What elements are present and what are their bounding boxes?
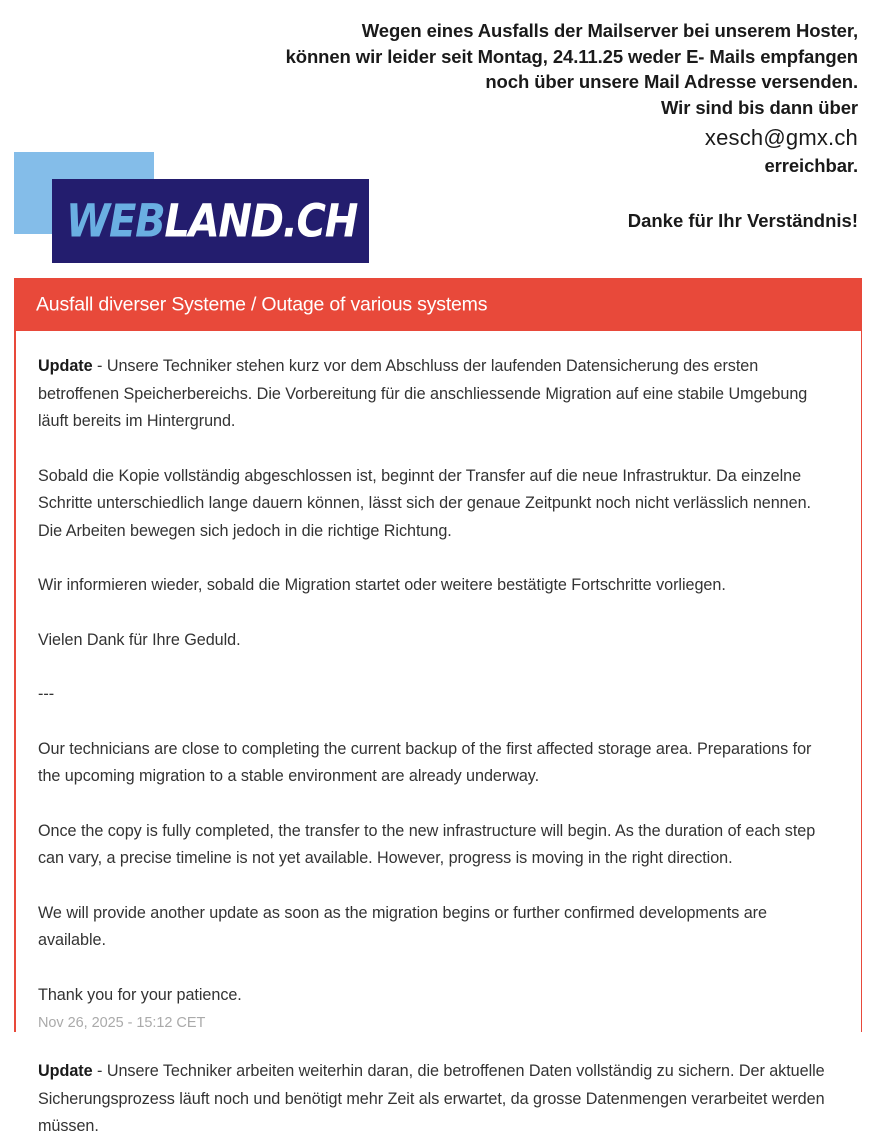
update-dash: - [92, 357, 107, 375]
logo-bar [52, 179, 369, 263]
logo-wordmark [66, 195, 357, 248]
update-text: Unsere Techniker arbeiten weiterhin daran, die betroffenen Daten vollständig zu sichern. Der aktuelle Sicherungsprozess läuft noch und benötigt mehr Zeit als erwartet, da grosse Datenmengen verarbeitet werden müssen. [38, 1062, 825, 1135]
logo-wordmark-land: LAND.CH [164, 194, 357, 248]
status-paragraph: We will provide another update as soon as the migration begins or further confirmed developments are available. [38, 903, 767, 949]
notice-line-4: Wir sind bis dann über [660, 96, 858, 118]
status-body [14, 331, 862, 1135]
status-paragraph: Wir informieren wieder, sobald die Migration startet oder weitere bestätigte Fortschritte vorliegen. [38, 576, 726, 594]
status-paragraph: Thank you for your patience. [38, 985, 242, 1004]
notice-closing: erreichbar. [764, 155, 858, 176]
status-paragraph [38, 1058, 837, 1141]
update-text: Unsere Techniker stehen kurz vor dem Abschluss der laufenden Datensicherung des ersten betroffenen Speicherbereichs. Die Vorbereitung für die anschliessende Migration auf eine stabile Umgebung läuft bereits im Hintergrund. [38, 357, 808, 430]
status-banner-title: Ausfall diverser Systeme / Outage of various systems [36, 293, 488, 315]
status-entry [38, 1058, 837, 1141]
status-paragraph [38, 353, 837, 436]
update-dash: - [92, 1062, 107, 1080]
status-paragraph: Sobald die Kopie vollständig abgeschlossen ist, beginnt der Transfer auf die neue Infrastruktur. Da einzelne Schritte unterschiedlich lange dauern können, lässt sich der genaue Zeitpunkt noch nicht verlässlich nennen. Die Arbeiten bewegen sich jedoch in die richtige Richtung. [38, 466, 811, 540]
update-label: Update [38, 1062, 93, 1080]
status-paragraph: Once the copy is fully completed, the transfer to the new infrastructure will begin. As the duration of each step can vary, a precise timeline is not yet available. However, progress is moving in the right direction. [38, 821, 816, 867]
notice-line-2: können wir leider seit Montag, 24.11.25 weder E- Mails empfangen [285, 45, 858, 67]
update-label: Update [38, 357, 93, 375]
status-timestamp: Nov 26, 2025 - 15:12 CET [38, 1015, 206, 1031]
logo-wordmark-web: WEB [66, 194, 165, 248]
status-paragraph: Our technicians are close to completing the current backup of the first affected storage area. Preparations for the upcoming migration to a stable environment are already underway. [38, 739, 812, 785]
webland-logo[interactable] [14, 152, 374, 267]
status-separator: --- [38, 685, 55, 703]
contact-email[interactable]: xesch@gmx.ch [704, 125, 858, 150]
status-entry [38, 353, 837, 1035]
status-paragraph: Vielen Dank für Ihre Geduld. [38, 630, 241, 649]
status-banner[interactable] [14, 278, 862, 331]
notice-thanks: Danke für Ihr Verständnis! [627, 209, 858, 231]
notice-line-1: Wegen eines Ausfalls der Mailserver bei unserem Hoster, [361, 20, 858, 41]
notice-line-3: noch über unsere Mail Adresse versenden. [485, 71, 858, 92]
